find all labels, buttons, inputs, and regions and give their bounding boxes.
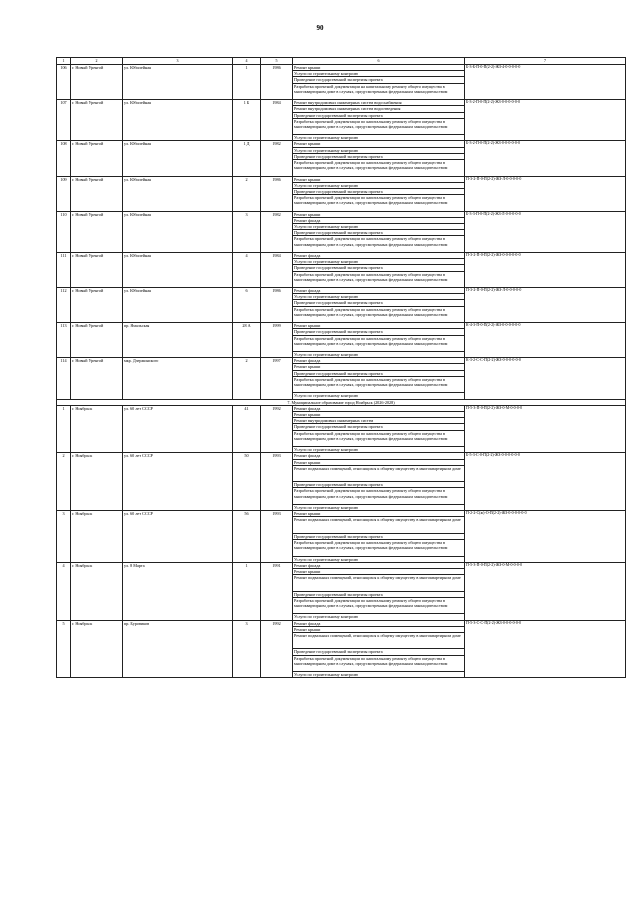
year-cell: 1986 <box>261 288 293 323</box>
work-type-cell: Услуги по строительному контролю <box>293 556 465 562</box>
work-type-cell: Услуги по строительному контролю <box>293 71 465 77</box>
work-type-cell: Ремонт крыши <box>293 65 465 71</box>
address-cell: ул. Юбилейная <box>123 141 233 176</box>
work-type-cell: Проведение государственной экспертизы проекта <box>293 300 465 306</box>
row-number: 3 <box>57 511 71 563</box>
work-type-cell: Услуги по строительному контролю <box>293 614 465 620</box>
city-cell: г. Новый Уренгой <box>71 288 123 323</box>
building-code-cell: П-2-2-С(ж)-О-П(2-2)-ЖЗ-0-0-0-0-0-0 <box>465 511 626 563</box>
work-type-cell: Ремонт фасада <box>293 620 465 626</box>
row-number: 110 <box>57 211 71 252</box>
work-type-cell: Проведение государственной экспертизы проекта <box>293 649 465 655</box>
building-code-cell: П-3-2-П-0-П(2-2)-ЖЗ-Л-0-0-0-0-0 <box>465 176 626 211</box>
work-type-cell: Ремонт крыши <box>293 141 465 147</box>
house-number-cell: 1 <box>233 562 261 620</box>
table-row <box>57 100 626 106</box>
work-type-cell: Ремонт крыши <box>293 323 465 329</box>
work-type-cell: Ремонт подвальных помещений, относящихся к общему имуществу в многоквартирном доме <box>293 465 465 482</box>
house-number-cell: 50 <box>233 453 261 511</box>
column-number-row <box>57 58 626 65</box>
row-number: 109 <box>57 176 71 211</box>
year-cell: 1986 <box>261 176 293 211</box>
column-header: 5 <box>261 58 293 65</box>
address-cell: ул. Юбилейная <box>123 176 233 211</box>
building-code-cell: П-5-3-С-С-П(2-2)-ЖЗ-0-0-0-0-0-0 <box>465 620 626 678</box>
work-type-cell: Ремонт крыши <box>293 626 465 632</box>
building-code-cell: Б-3-3-П-0-П(2-2)-ЖЗ-Л-0-0-0-0-0 <box>465 211 626 252</box>
work-type-cell: Разработка проектной документации по капитальному ремонту общего имущества в многоквартирном доме в случаях, предусмотренных федеральным законодательством <box>293 306 465 323</box>
city-cell: г. Ноябрьск <box>71 405 123 453</box>
year-cell: 1993 <box>261 511 293 563</box>
year-cell: 1999 <box>261 323 293 358</box>
house-number-cell: 2 <box>233 176 261 211</box>
work-type-cell: Ремонт внутридомовых инженерных систем водоотведения <box>293 106 465 112</box>
building-code-cell: Б-3-Б-П-0-П(2-2)-ЖЗ-4-0-0-0-0-0 <box>465 65 626 100</box>
year-cell: 1993 <box>261 453 293 511</box>
address-cell: пр. Ямальская <box>123 323 233 358</box>
work-type-cell: Ремонт внутридомовых инженерных систем водоснабжения <box>293 100 465 106</box>
city-cell: г. Ноябрьск <box>71 453 123 511</box>
address-cell: ул. Юбилейная <box>123 211 233 252</box>
work-type-cell: Разработка проектной документации по капитальному ремонту общего имущества в многоквартирном доме в случаях, предусмотренных федеральным законодательством <box>293 488 465 505</box>
work-type-cell: Ремонт крыши <box>293 211 465 217</box>
year-cell: 1984 <box>261 252 293 287</box>
year-cell: 1982 <box>261 211 293 252</box>
work-type-cell: Ремонт подвальных помещений, относящихся к общему имуществу в многоквартирном доме <box>293 517 465 534</box>
work-type-cell: Разработка проектной документации по капитальному ремонту общего имущества в многоквартирном доме в случаях, предусмотренных федеральным законодательством <box>293 236 465 253</box>
work-type-cell: Ремонт фасада <box>293 453 465 459</box>
house-number-cell: 2 <box>233 358 261 399</box>
work-type-cell: Проведение государственной экспертизы проекта <box>293 591 465 597</box>
work-type-cell: Ремонт крыши <box>293 176 465 182</box>
building-code-cell: Б-3-2-П-0-П(2-2)-ЖЗ-0-0-0-0-0-0 <box>465 141 626 176</box>
building-code-cell: Б-5-3-С-0-П(2-2)-ЖЗ-0-0-0-0-0-0 <box>465 453 626 511</box>
work-type-cell: Услуги по строительному контролю <box>293 294 465 300</box>
row-number: 113 <box>57 323 71 358</box>
work-type-cell: Услуги по строительному контролю <box>293 259 465 265</box>
year-cell: 1984 <box>261 100 293 141</box>
work-type-cell: Ремонт крыши <box>293 364 465 370</box>
work-type-cell: Ремонт фасада <box>293 288 465 294</box>
row-number: 111 <box>57 252 71 287</box>
work-type-cell: Разработка проектной документации по капитальному ремонту общего имущества в многоквартирном доме в случаях, предусмотренных федеральным законодательством <box>293 271 465 288</box>
work-type-cell: Ремонт подвальных помещений, относящихся к общему имуществу в многоквартирном доме <box>293 632 465 649</box>
row-number: 1 <box>57 405 71 453</box>
city-cell: г. Новый Уренгой <box>71 358 123 399</box>
year-cell: 1992 <box>261 405 293 453</box>
column-header: 4 <box>233 58 261 65</box>
work-type-cell: Проведение государственной экспертизы проекта <box>293 112 465 118</box>
address-cell: ул. Юбилейная <box>123 100 233 141</box>
city-cell: г. Новый Уренгой <box>71 176 123 211</box>
address-cell: ул. 60 лет СССР <box>123 453 233 511</box>
city-cell: г. Новый Уренгой <box>71 211 123 252</box>
work-type-cell: Разработка проектной документации по капитальному ремонту общего имущества в многоквартирном доме в случаях, предусмотренных федеральным законодательством <box>293 597 465 614</box>
city-cell: г. Новый Уренгой <box>71 141 123 176</box>
work-type-cell: Ремонт крыши <box>293 511 465 517</box>
work-type-cell: Услуги по строительному контролю <box>293 504 465 510</box>
work-type-cell: Ремонт фасада <box>293 217 465 223</box>
work-type-cell: Услуги по строительному контролю <box>293 147 465 153</box>
work-type-cell: Ремонт фасада <box>293 562 465 568</box>
row-number: 5 <box>57 620 71 678</box>
work-type-cell: Услуги по строительному контролю <box>293 352 465 358</box>
year-cell: 1986 <box>261 65 293 100</box>
repair-register-table <box>56 57 626 678</box>
city-cell: г. Новый Уренгой <box>71 100 123 141</box>
row-number: 107 <box>57 100 71 141</box>
work-type-cell: Ремонт фасада <box>293 252 465 258</box>
work-type-cell: Разработка проектной документации по капитальному ремонту общего имущества в многоквартирном доме в случаях, предусмотренных федеральным законодательством <box>293 195 465 212</box>
house-number-cell: 3 <box>233 620 261 678</box>
city-cell: г. Ноябрьск <box>71 511 123 563</box>
work-type-cell: Проведение государственной экспертизы проекта <box>293 482 465 488</box>
work-type-cell: Ремонт крыши <box>293 459 465 465</box>
building-code-cell: П-5-3-П-0-П(2-2)-ЖЗ-0-М-0-0-0-0 <box>465 562 626 620</box>
building-code-cell: К-3-2-С-С-П(2-2)-ЖЗ-0-0-0-0-0-0 <box>465 358 626 399</box>
work-type-cell: Ремонт крыши <box>293 412 465 418</box>
city-cell: г. Новый Уренгой <box>71 323 123 358</box>
work-type-cell: Ремонт фасада <box>293 358 465 364</box>
row-number: 4 <box>57 562 71 620</box>
work-type-cell: Разработка проектной документации по капитальному ремонту общего имущества в многоквартирном доме в случаях, предусмотренных федеральным законодательством <box>293 376 465 393</box>
city-cell: г. Ноябрьск <box>71 620 123 678</box>
address-cell: ул. Юбилейная <box>123 65 233 100</box>
city-cell: г. Новый Уренгой <box>71 252 123 287</box>
building-code-cell: Б-3-2-П-0-П(2-2)-ЖЗ-0-0-0-0-0-0 <box>465 100 626 141</box>
work-type-cell: Ремонт фасада <box>293 405 465 411</box>
page-number: 90 <box>316 24 324 32</box>
work-type-cell: Разработка проектной документации по капитальному ремонту общего имущества в многоквартирном доме в случаях, предусмотренных федеральным законодательством <box>293 540 465 557</box>
section-title: 7. Муниципальное образование город Ноябрьск (2026-2028) <box>57 399 626 405</box>
address-cell: пр. Буровиков <box>123 620 233 678</box>
house-number-cell: 1 <box>233 65 261 100</box>
work-type-cell: Услуги по строительному контролю <box>293 447 465 453</box>
work-type-cell: Проведение государственной экспертизы проекта <box>293 533 465 539</box>
building-code-cell: П-5-3-П-0-П(2-2)-ЖЗ-0-М-0-0-0-0 <box>465 405 626 453</box>
house-number-cell: 1 Д <box>233 141 261 176</box>
work-type-cell: Услуги по строительному контролю <box>293 224 465 230</box>
building-code-cell: К-4-3-П-0-П(2-2)-ЖЗ-0-0-0-0-0-0 <box>465 323 626 358</box>
year-cell: 1997 <box>261 358 293 399</box>
year-cell: 1992 <box>261 620 293 678</box>
row-number: 2 <box>57 453 71 511</box>
house-number-cell: 3 <box>233 211 261 252</box>
house-number-cell: 28 А <box>233 323 261 358</box>
house-number-cell: 56 <box>233 511 261 563</box>
column-header: 7 <box>465 58 626 65</box>
work-type-cell: Проведение государственной экспертизы проекта <box>293 153 465 159</box>
work-type-cell: Разработка проектной документации по капитальному ремонту общего имущества в многоквартирном доме в случаях, предусмотренных федеральным законодательством <box>293 335 465 352</box>
row-number: 106 <box>57 65 71 100</box>
work-type-cell: Услуги по строительному контролю <box>293 182 465 188</box>
address-cell: ул. 60 лет СССР <box>123 405 233 453</box>
building-code-cell: П-3-2-П-0-П(2-2)-ЖЗ-0-0-0-0-0-0 <box>465 252 626 287</box>
column-header: 1 <box>57 58 71 65</box>
work-type-cell: Проведение государственной экспертизы проекта <box>293 424 465 430</box>
work-type-cell: Разработка проектной документации по капитальному ремонту общего имущества в многоквартирном доме в случаях, предусмотренных федеральным законодательством <box>293 430 465 447</box>
house-number-cell: 4 <box>233 252 261 287</box>
city-cell: г. Новый Уренгой <box>71 65 123 100</box>
house-number-cell: 1 Б <box>233 100 261 141</box>
work-type-cell: Ремонт внутридомовых инженерных систем <box>293 418 465 424</box>
house-number-cell: 41 <box>233 405 261 453</box>
row-number: 112 <box>57 288 71 323</box>
work-type-cell: Проведение государственной экспертизы проекта <box>293 77 465 83</box>
house-number-cell: 6 <box>233 288 261 323</box>
work-type-cell: Проведение государственной экспертизы проекта <box>293 329 465 335</box>
work-type-cell: Проведение государственной экспертизы проекта <box>293 230 465 236</box>
table-body <box>57 58 626 678</box>
year-cell: 1991 <box>261 562 293 620</box>
address-cell: ул. Юбилейная <box>123 288 233 323</box>
address-cell: ул. 60 лет СССР <box>123 511 233 563</box>
work-type-cell: Ремонт подвальных помещений, относящихся к общему имуществу в многоквартирном доме <box>293 575 465 592</box>
column-header: 6 <box>293 58 465 65</box>
work-type-cell: Разработка проектной документации по капитальному ремонту общего имущества в многоквартирном доме в случаях, предусмотренных федеральным законодательством <box>293 118 465 135</box>
work-type-cell: Ремонт крыши <box>293 568 465 574</box>
work-type-cell: Разработка проектной документации по капитальному ремонту общего имущества в многоквартирном доме в случаях, предусмотренных федеральным законодательством <box>293 655 465 672</box>
work-type-cell: Проведение государственной экспертизы проекта <box>293 188 465 194</box>
work-type-cell: Проведение государственной экспертизы проекта <box>293 265 465 271</box>
work-type-cell: Услуги по строительному контролю <box>293 393 465 399</box>
work-type-cell: Разработка проектной документации по капитальному ремонту общего имущества в многоквартирном доме в случаях, предусмотренных федеральным законодательством <box>293 160 465 177</box>
work-type-cell: Услуги по строительному контролю <box>293 135 465 141</box>
building-code-cell: П-3-2-П-0-П(2-2)-ЖЗ-Л-0-0-0-0-0 <box>465 288 626 323</box>
column-header: 2 <box>71 58 123 65</box>
year-cell: 1982 <box>261 141 293 176</box>
work-type-cell: Проведение государственной экспертизы проекта <box>293 370 465 376</box>
address-cell: ул. 8 Марта <box>123 562 233 620</box>
work-type-cell: Услуги по строительному контролю <box>293 672 465 678</box>
city-cell: г. Ноябрьск <box>71 562 123 620</box>
row-number: 114 <box>57 358 71 399</box>
address-cell: мкр. Дзержинского <box>123 358 233 399</box>
address-cell: ул. Юбилейная <box>123 252 233 287</box>
row-number: 108 <box>57 141 71 176</box>
work-type-cell: Разработка проектной документации на капитальному ремонту общего имущества в многоквартирном доме в случаях, предусмотренных федеральным законодательством <box>293 83 465 100</box>
column-header: 3 <box>123 58 233 65</box>
